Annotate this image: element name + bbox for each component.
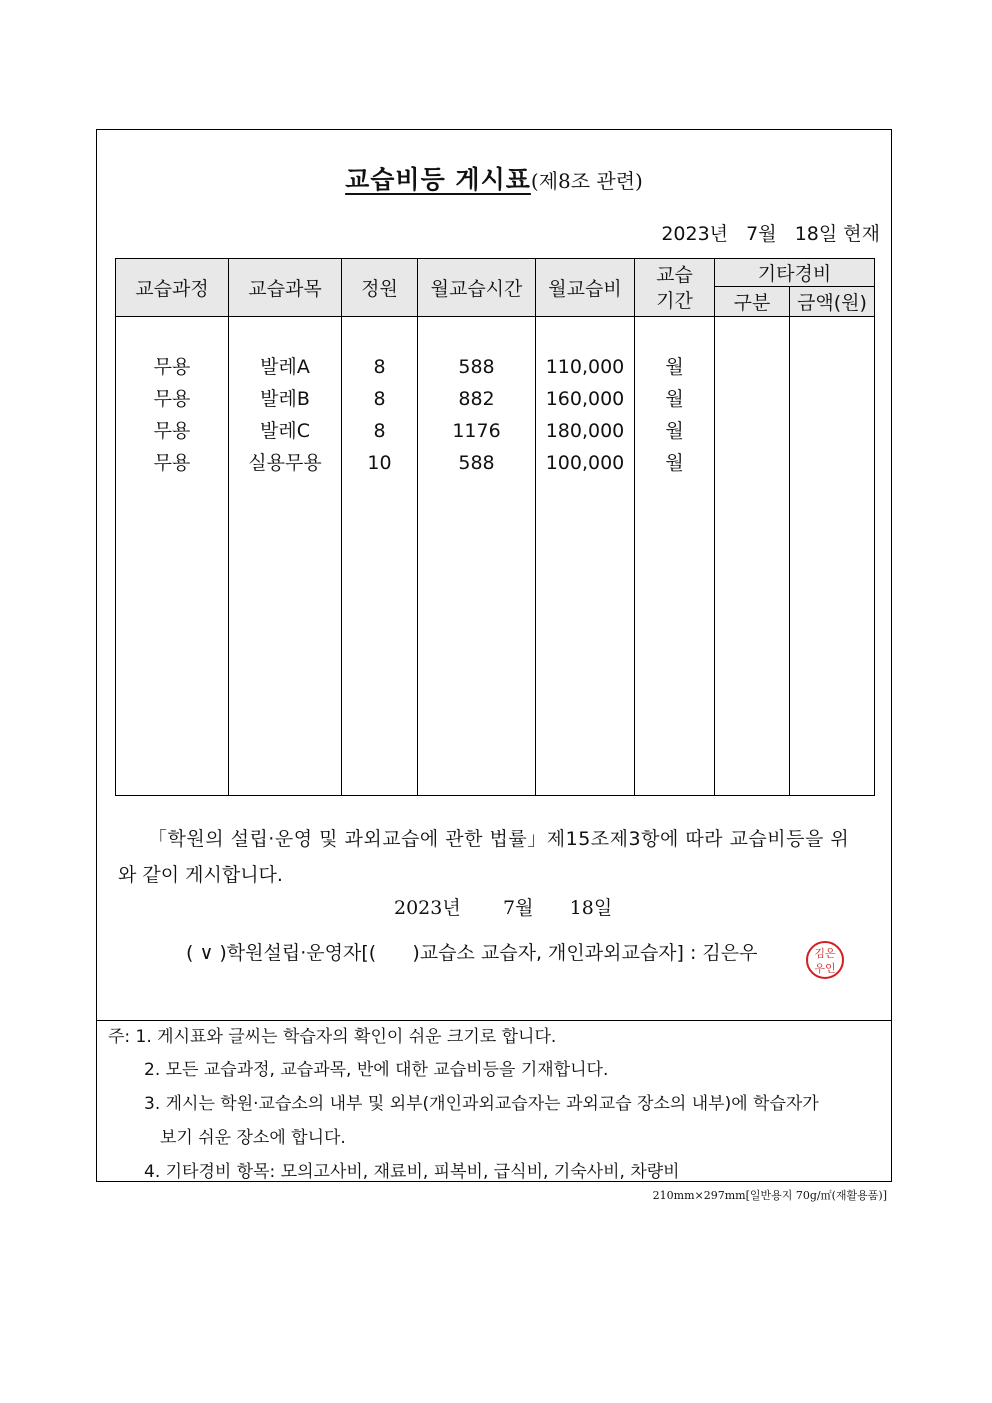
title-main: 교습비등 게시표 — [345, 165, 531, 194]
cell-capacity: 8 — [373, 356, 386, 378]
cell-period: 월 — [665, 452, 684, 474]
col-subject — [229, 317, 342, 796]
header-other-expenses: 기타경비 — [715, 259, 875, 287]
as-of-date: 2023년 7월 18일 현재 — [661, 223, 880, 245]
cell-category — [715, 351, 789, 383]
cell-monthly-hours: 882 — [458, 388, 495, 410]
col-monthly-fee — [536, 317, 635, 796]
operator-declaration: ( ∨ )학원설립·운영자[( )교습소 교습자, 개인과외교습자] : 김은우 — [186, 942, 758, 964]
cell-subject: 발레C — [260, 420, 310, 442]
cell-period: 월 — [665, 388, 684, 410]
cell-monthly-hours: 1176 — [452, 420, 501, 442]
cell-capacity: 10 — [367, 452, 392, 474]
cell-period: 월 — [665, 356, 684, 378]
col-course — [116, 317, 229, 796]
col-period — [635, 317, 715, 796]
cell-course: 무용 — [153, 420, 191, 442]
header-subject: 교습과목 — [229, 259, 342, 317]
header-category: 구분 — [715, 287, 790, 317]
cell-capacity: 8 — [373, 420, 386, 442]
cell-monthly-fee: 100,000 — [545, 452, 625, 474]
seal-stamp-icon: 김은 우인 — [806, 941, 844, 979]
notice-date: 2023년 7월 18일 — [394, 897, 613, 919]
cell-monthly-fee: 110,000 — [545, 356, 625, 378]
note-2: 2. 모든 교습과정, 교습과목, 반에 대한 교습비등을 기재합니다. — [144, 1060, 609, 1080]
cell-course: 무용 — [153, 356, 191, 378]
note-4: 4. 기타경비 항목: 모의고사비, 재료비, 피복비, 급식비, 기숙사비, 차량비 — [144, 1162, 680, 1182]
cell-course: 무용 — [153, 452, 191, 474]
notice-line-1: 「학원의 설립·운영 및 과외교습에 관한 법률」제15조제3항에 따라 교습비등을 위 — [148, 828, 850, 850]
col-capacity — [342, 317, 418, 796]
cell-course: 무용 — [153, 388, 191, 410]
note-1: 주: 1. 게시표와 글씨는 학습자의 확인이 쉬운 크기로 합니다. — [108, 1027, 557, 1047]
cell-amount — [790, 351, 874, 383]
note-3: 3. 게시는 학원·교습소의 내부 및 외부(개인과외교습자는 과외교습 장소의 내부)에 학습자가 — [144, 1094, 819, 1114]
title-sub: (제8조 관련) — [530, 169, 643, 193]
header-monthly-fee: 월교습비 — [536, 259, 635, 317]
col-category — [715, 317, 790, 796]
col-amount — [790, 317, 875, 796]
header-period: 교습 기간 — [635, 259, 715, 317]
cell-period: 월 — [665, 420, 684, 442]
table-body-row — [116, 317, 875, 796]
cell-subject: 발레B — [260, 388, 310, 410]
cell-monthly-fee: 160,000 — [545, 388, 625, 410]
notes-divider — [96, 1020, 892, 1021]
cell-capacity: 8 — [373, 388, 386, 410]
cell-monthly-fee: 180,000 — [545, 420, 625, 442]
paper-spec-footer: 210mm×297mm[일반용지 70g/㎡(재활용품)] — [652, 1189, 887, 1202]
cell-monthly-hours: 588 — [458, 452, 495, 474]
notice-line-2: 와 같이 게시합니다. — [118, 864, 283, 886]
header-amount: 금액(원) — [790, 287, 875, 317]
header-monthly-hours: 월교습시간 — [418, 259, 536, 317]
header-course: 교습과정 — [116, 259, 229, 317]
cell-subject: 실용무용 — [248, 452, 322, 474]
note-3-continued: 보기 쉬운 장소에 합니다. — [160, 1128, 346, 1148]
col-monthly-hours — [418, 317, 536, 796]
document-title — [96, 160, 892, 196]
cell-subject: 발레A — [260, 356, 310, 378]
cell-monthly-hours: 588 — [458, 356, 495, 378]
fee-table — [115, 258, 875, 796]
header-capacity: 정원 — [342, 259, 418, 317]
